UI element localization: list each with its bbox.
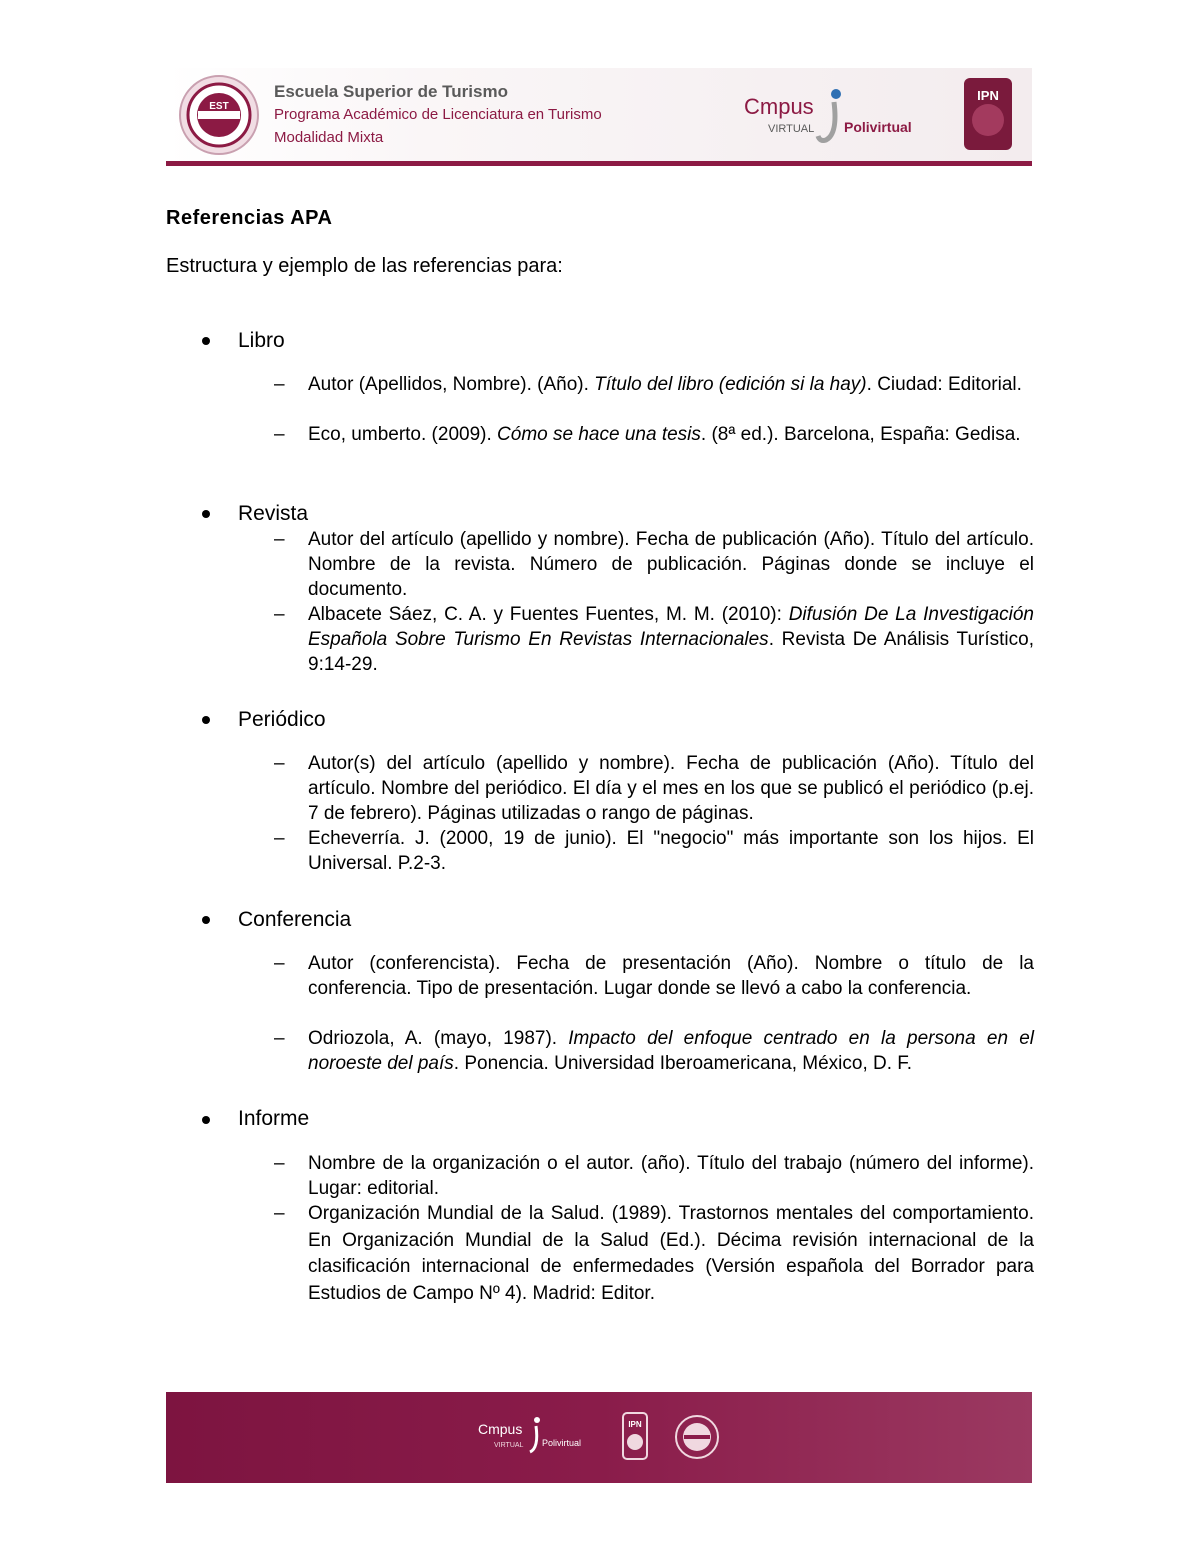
dash: – bbox=[274, 1153, 285, 1174]
ipn-logo-text: IPN bbox=[977, 88, 999, 103]
footer-est-logo bbox=[674, 1414, 720, 1460]
program-name: Programa Académico de Licenciatura en Turismo bbox=[274, 106, 602, 123]
reference-entry-informe-structure: Nombre de la organización o el autor. (año). Título del trabajo (número del informe). Lugar: editorial. bbox=[308, 1153, 1034, 1199]
bullet-libro bbox=[202, 337, 210, 345]
section-title-revista: Revista bbox=[238, 502, 309, 525]
dash: – bbox=[274, 753, 285, 774]
svg-text:Polivirtual: Polivirtual bbox=[844, 119, 912, 135]
section-title-libro: Libro bbox=[238, 329, 285, 352]
dash: – bbox=[274, 374, 285, 395]
reference-entry-libro-structure: Autor (Apellidos, Nombre). (Año). Título del libro (edición si la hay). Ciudad: Editorial. bbox=[308, 374, 1022, 395]
footer-ipn-logo bbox=[622, 1412, 648, 1460]
reference-entry-libro-example: Eco, umberto. (2009). Cómo se hace una tesis. (8ª ed.). Barcelona, España: Gedisa. bbox=[308, 424, 1021, 445]
section-title-informe: Informe bbox=[238, 1107, 310, 1130]
svg-text:VIRTUAL: VIRTUAL bbox=[768, 123, 815, 135]
dash: – bbox=[274, 529, 285, 550]
reference-entry-informe-example: Organización Mundial de la Salud. (1989). Trastornos mentales del comportamiento. En Organización Mundial de la Salud (Ed.). Décima revisión internacional de la clasificación internacional de enfermedades (Versión española del Borrador para Estudios de Campo Nº 4). Madrid: Editor. bbox=[308, 1203, 1034, 1304]
section-title-conferencia: Conferencia bbox=[238, 908, 352, 931]
section-title-periodico: Periódico bbox=[238, 708, 326, 731]
bullet-revista bbox=[202, 510, 210, 518]
dash: – bbox=[274, 953, 285, 974]
bullet-conferencia bbox=[202, 916, 210, 924]
dash: – bbox=[274, 1203, 285, 1224]
reference-entry-periodico-structure: Autor(s) del artículo (apellido y nombre). Fecha de publicación (Año). Título del artículo. Nombre del periódico. El día y el mes en los que se publicó el periódico (p.ej. 7 de febrero). Páginas utilizadas o rango de páginas. bbox=[308, 753, 1034, 824]
dash: – bbox=[274, 424, 285, 445]
svg-text:Cmpus: Cmpus bbox=[744, 94, 814, 119]
footer-ipn-text: IPN bbox=[628, 1420, 642, 1429]
est-logo bbox=[178, 74, 260, 156]
bullet-periodico bbox=[202, 716, 210, 724]
dash: – bbox=[274, 604, 285, 625]
svg-text:VIRTUAL: VIRTUAL bbox=[494, 1442, 524, 1449]
reference-entry-conferencia-example: Odriozola, A. (mayo, 1987). Impacto del enfoque centrado en la persona en el noroeste del país. Ponencia. Universidad Iberoamericana, México, D. F. bbox=[308, 1028, 1035, 1074]
svg-text:Cmpus: Cmpus bbox=[478, 1421, 523, 1437]
school-name: Escuela Superior de Turismo bbox=[274, 82, 508, 101]
reference-entry-revista-example: Albacete Sáez, C. A. y Fuentes Fuentes, M. M. (2010): Difusión De La Investigación Española Sobre Turismo En Revistas Internacionales. Revista De Análisis Turístico, 9:14-29. bbox=[308, 604, 1034, 675]
dash: – bbox=[274, 828, 285, 849]
document-title: Referencias APA bbox=[166, 207, 333, 229]
dash: – bbox=[274, 1028, 285, 1049]
reference-entry-conferencia-structure: Autor (conferencista). Fecha de presentación (Año). Nombre o título de la conferencia. Tipo de presentación. Lugar donde se llevó a cabo la conferencia. bbox=[308, 953, 1034, 999]
svg-text:Polivirtual: Polivirtual bbox=[542, 1438, 582, 1448]
reference-entry-periodico-example: Echeverría. J. (2000, 19 de junio). El "negocio" más importante son los hijos. El Universal. P.2-3. bbox=[308, 828, 1034, 874]
bullet-informe bbox=[202, 1116, 210, 1124]
footer-banner bbox=[166, 1392, 1032, 1483]
campus-polivirtual-logo bbox=[742, 84, 912, 148]
ipn-logo bbox=[960, 76, 1016, 152]
reference-entry-revista-structure: Autor del artículo (apellido y nombre). Fecha de publicación (Año). Título del artículo. Nombre de la revista. Número de publicación. Páginas donde se incluye el documento. bbox=[308, 529, 1034, 600]
est-logo-text: EST bbox=[209, 101, 229, 112]
modality-label: Modalidad Mixta bbox=[274, 129, 384, 146]
header-banner bbox=[166, 68, 1032, 166]
document-subtitle: Estructura y ejemplo de las referencias para: bbox=[166, 255, 563, 277]
footer-campus-polivirtual-logo bbox=[476, 1414, 588, 1458]
